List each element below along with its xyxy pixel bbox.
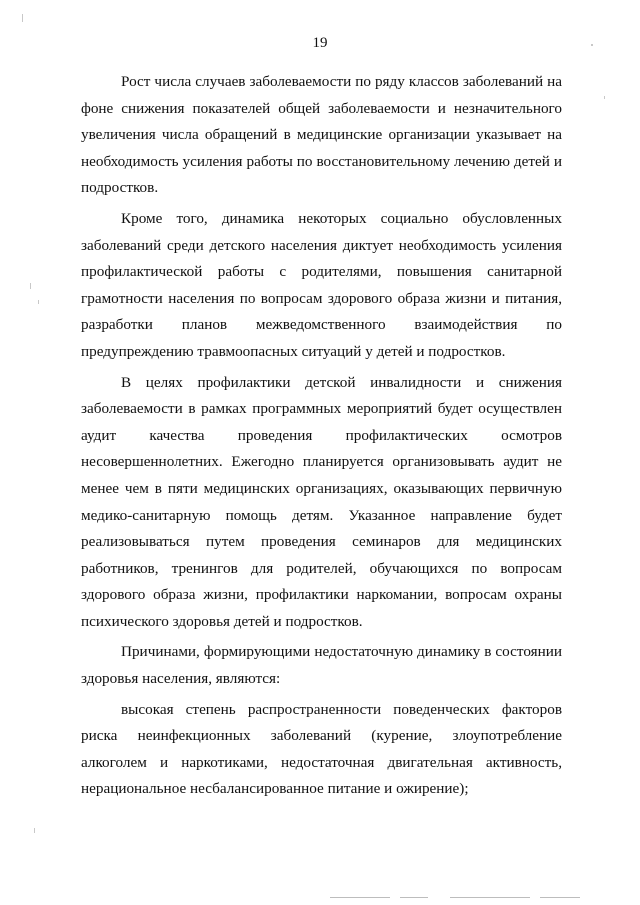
scan-bottom-line xyxy=(400,897,428,898)
paragraph-risk-factors: высокая степень распространенности поведенческих факторов риска неинфекционных заболеваний (курение, злоупотребление алкоголем и наркотиками, недостаточная двигательная активность, нерациональное несбалансированное питание и ожирение); xyxy=(81,700,562,798)
scan-speck xyxy=(34,828,35,833)
scan-bottom-line xyxy=(450,897,530,898)
scan-speck xyxy=(604,96,605,99)
paragraph-disability-prevention: В целях профилактики детской инвалидности и снижения заболеваемости в рамках программных мероприятий будет осуществлен аудит качества проведения профилактических осмотров несовершеннолетних. Ежегодно планируется организовывать аудит не менее чем в пяти медицинских организациях, оказывающих первичную медико-санитарную помощь детям. Указанное направление будет реализовываться путем проведения семинаров для медицинских работников, тренингов для родителей, обучающихся по вопросам здорового образа жизни, профилактики наркомании, вопросам охраны психического здоровья детей и подростков. xyxy=(81,373,562,630)
scan-speck xyxy=(591,44,593,46)
paragraph-morbidity-growth: Рост числа случаев заболеваемости по ряду классов заболеваний на фоне снижения показателей общей заболеваемости и незначительного увеличения числа обращений в медицинские организации указывает на необходимость усиления работы по восстановительному лечению детей и подростков. xyxy=(81,73,562,197)
scan-speck xyxy=(30,283,31,289)
page-number: 19 xyxy=(312,35,328,51)
scan-speck xyxy=(38,300,39,304)
scan-speck xyxy=(22,14,23,22)
paragraph-social-diseases: Кроме того, динамика некоторых социально обусловленных заболеваний среди детского населения диктует необходимость усиления профилактической работы с родителями, повышения санитарной грамотности населения по вопросам здорового образа жизни и питания, разработки планов межведомственного взаимодействия по предупреждению травмоопасных ситуаций у детей и подростков. xyxy=(81,209,562,360)
document-body xyxy=(81,69,562,807)
scan-bottom-line xyxy=(540,897,580,898)
paragraph-causes-intro: Причинами, формирующими недостаточную динамику в состоянии здоровья населения, являются: xyxy=(81,643,562,688)
scan-bottom-line xyxy=(330,897,390,898)
